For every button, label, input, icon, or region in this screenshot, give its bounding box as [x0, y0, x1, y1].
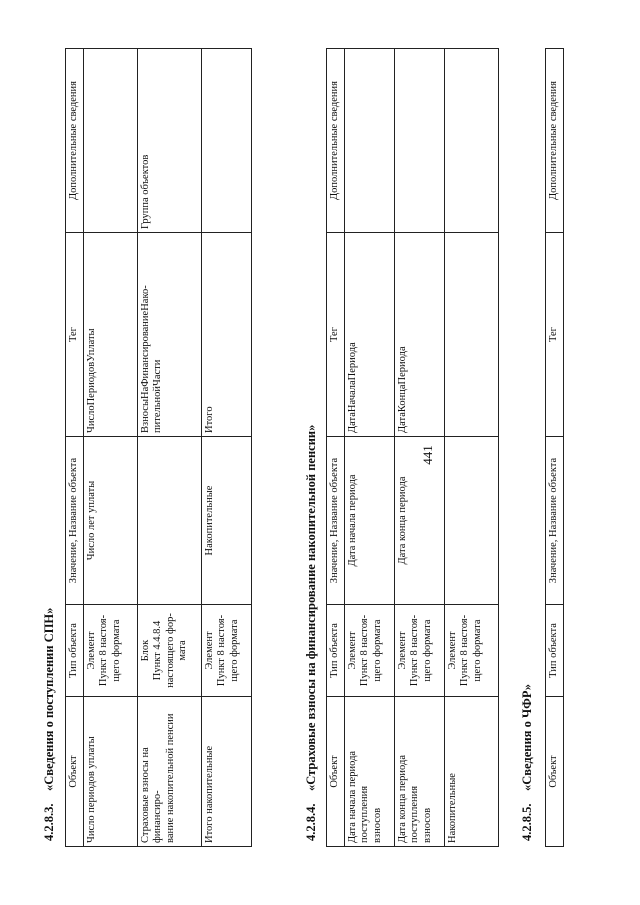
section-title: «Сведения о поступлении СПН» [42, 607, 56, 791]
table-cell: Элемент Пункт 8 настоя- щего формата [395, 605, 445, 697]
column-header: Тег [546, 233, 564, 437]
table-cell [84, 49, 138, 233]
table-section-4-2-8-3 [65, 48, 252, 847]
column-header: Тег [327, 233, 345, 437]
section-title: «Страховые взносы на финансирование накопительной пенсии» [304, 424, 318, 791]
table-cell: Страховые взносы на финансиро- вание накопительной пенсии [138, 697, 202, 847]
table-header-row [327, 49, 345, 847]
section-heading-4-2-8-5 [520, 684, 535, 841]
table-row [138, 49, 202, 847]
section-number: 4.2.8.5. [520, 803, 534, 841]
table-row [202, 49, 252, 847]
table-cell [138, 437, 202, 605]
section-heading-4-2-8-3 [42, 608, 57, 841]
table-header-row [66, 49, 84, 847]
table-cell: Элемент Пункт 8 настоя- щего формата [345, 605, 395, 697]
column-header: Дополнительные сведения [66, 49, 84, 233]
table-cell: Элемент Пункт 8 настоя- щего формата [202, 605, 252, 697]
table-cell [202, 49, 252, 233]
section-number: 4.2.8.3. [42, 803, 56, 841]
table-cell [445, 437, 499, 605]
table-row [395, 49, 445, 847]
column-header: Тип объекта [66, 605, 84, 697]
table-cell: Накопительные [202, 437, 252, 605]
column-header: Дополнительные сведения [546, 49, 564, 233]
column-header: Дополнительные сведения [327, 49, 345, 233]
column-header: Тег [66, 233, 84, 437]
table-cell: Дата начала периода [345, 437, 395, 605]
table-cell: Группа объектов [138, 49, 202, 233]
table-section-4-2-8-4 [326, 48, 499, 847]
table-section-4-2-8-5 [545, 48, 564, 847]
column-header: Объект [66, 697, 84, 847]
table-cell [445, 49, 499, 233]
table-cell: Дата начала периода поступления взносов [345, 697, 395, 847]
section-title: «Сведения о ЧФР» [520, 683, 534, 791]
table-row [445, 49, 499, 847]
table-cell [395, 49, 445, 233]
column-header: Значение, Название объекта [66, 437, 84, 605]
column-header: Объект [327, 697, 345, 847]
table-cell: ДатаКонцаПериода [395, 233, 445, 437]
table-cell: Накопительные [445, 697, 499, 847]
table-cell: Элемент Пункт 8 настоя- щего формата [84, 605, 138, 697]
table-cell: Дата конца периода [395, 437, 445, 605]
column-header: Тип объекта [327, 605, 345, 697]
page-number: 441 [420, 445, 435, 465]
table-cell: Элемент Пункт 8 настоя- щего формата [445, 605, 499, 697]
column-header: Тип объекта [546, 605, 564, 697]
section-heading-4-2-8-4 [304, 425, 319, 841]
table-row [345, 49, 395, 847]
table-cell [445, 233, 499, 437]
column-header: Значение, Название объекта [327, 437, 345, 605]
table-cell: Итого накопительные [202, 697, 252, 847]
section-number: 4.2.8.4. [304, 803, 318, 841]
table-cell: Блок Пункт 4.4.8.4 настоящего фор- мата [138, 605, 202, 697]
table-cell: Дата конца периода поступления взносов [395, 697, 445, 847]
table-row [84, 49, 138, 847]
table-cell: Число лет уплаты [84, 437, 138, 605]
table-cell: ЧислоПериодовУплаты [84, 233, 138, 437]
table-cell: Итого [202, 233, 252, 437]
table-cell: ВзносыНаФинансированиеНако- пительнойЧасти [138, 233, 202, 437]
column-header: Значение, Название объекта [546, 437, 564, 605]
column-header: Объект [546, 697, 564, 847]
table-cell [345, 49, 395, 233]
table-cell: Число периодов уплаты [84, 697, 138, 847]
table-cell: ДатаНачалаПериода [345, 233, 395, 437]
table-header-row [546, 49, 564, 847]
